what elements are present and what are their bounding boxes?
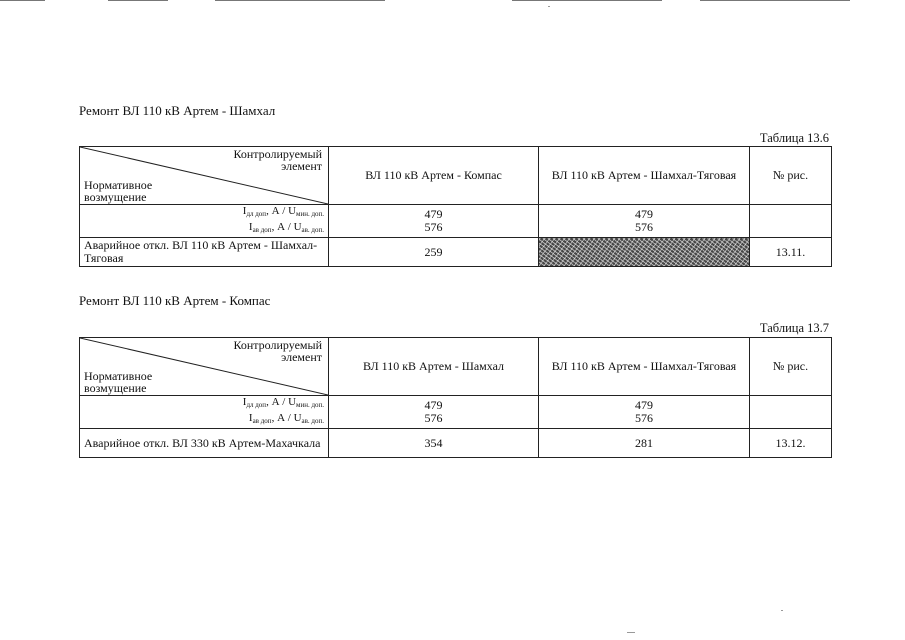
- figure-number: 13.12.: [750, 429, 832, 458]
- limits-value: 479 576: [539, 205, 750, 238]
- column-header: ВЛ 110 кВ Артем - Шамхал: [329, 338, 539, 396]
- column-header: ВЛ 110 кВ Артем - Компас: [329, 147, 539, 205]
- cell-value: 281: [539, 429, 750, 458]
- column-header: № рис.: [750, 147, 832, 205]
- controlled-element-label: Контролируемый элемент: [233, 338, 322, 364]
- table-header-row: [80, 147, 832, 205]
- figure-number: 13.11.: [750, 238, 832, 267]
- scan-artifact: [700, 0, 850, 1]
- empty-cell: [750, 205, 832, 238]
- results-table: [79, 337, 832, 458]
- table-caption: Таблица 13.6: [759, 131, 829, 145]
- scan-artifact: [108, 0, 168, 1]
- scan-artifact: [0, 0, 45, 1]
- column-header: ВЛ 110 кВ Артем - Шамхал-Тяговая: [539, 147, 750, 205]
- emergency-label: Аварийное откл. ВЛ 110 кВ Артем - Шамхал-Тяговая: [80, 238, 329, 267]
- limits-label: $I_{дл доп}$, А / $U_{мин. доп.}$ $I_{ав доп}$, А / $U_{ав. доп.}$: [80, 205, 329, 238]
- scan-speck: [781, 610, 783, 611]
- section-title: Ремонт ВЛ 110 кВ Артем - Шамхал: [79, 103, 276, 118]
- obscured-cell: [539, 238, 750, 267]
- results-table: [79, 146, 832, 267]
- column-header: № рис.: [750, 338, 832, 396]
- scan-artifact: [512, 0, 662, 1]
- diagonal-header-cell: [80, 147, 329, 205]
- table-header-row: [80, 338, 832, 396]
- diagonal-header-cell: [80, 338, 329, 396]
- table-caption: Таблица 13.7: [759, 321, 829, 335]
- table-row: [80, 429, 832, 458]
- controlled-element-label: Контролируемый элемент: [233, 147, 322, 173]
- limits-value: 479 576: [329, 396, 539, 429]
- scan-speck: [548, 6, 550, 7]
- table-row: [80, 238, 832, 267]
- scan-speck: [627, 632, 635, 633]
- disturbance-label: Нормативное возмущение: [84, 369, 153, 395]
- limits-value: 479 576: [329, 205, 539, 238]
- column-header: ВЛ 110 кВ Артем - Шамхал-Тяговая: [539, 338, 750, 396]
- cell-value: 259: [329, 238, 539, 267]
- limits-row: [80, 205, 832, 238]
- empty-cell: [750, 396, 832, 429]
- limits-value: 479 576: [539, 396, 750, 429]
- disturbance-label: Нормативное возмущение: [84, 178, 153, 204]
- section-title: Ремонт ВЛ 110 кВ Артем - Компас: [79, 293, 271, 308]
- scan-artifact: [215, 0, 385, 1]
- cell-value: 354: [329, 429, 539, 458]
- emergency-label: Аварийное откл. ВЛ 330 кВ Артем-Махачкала: [80, 429, 329, 458]
- limits-row: [80, 396, 832, 429]
- limits-label: $I_{дл доп}$, А / $U_{мин. доп.}$ $I_{ав доп}$, А / $U_{ав. доп.}$: [80, 396, 329, 429]
